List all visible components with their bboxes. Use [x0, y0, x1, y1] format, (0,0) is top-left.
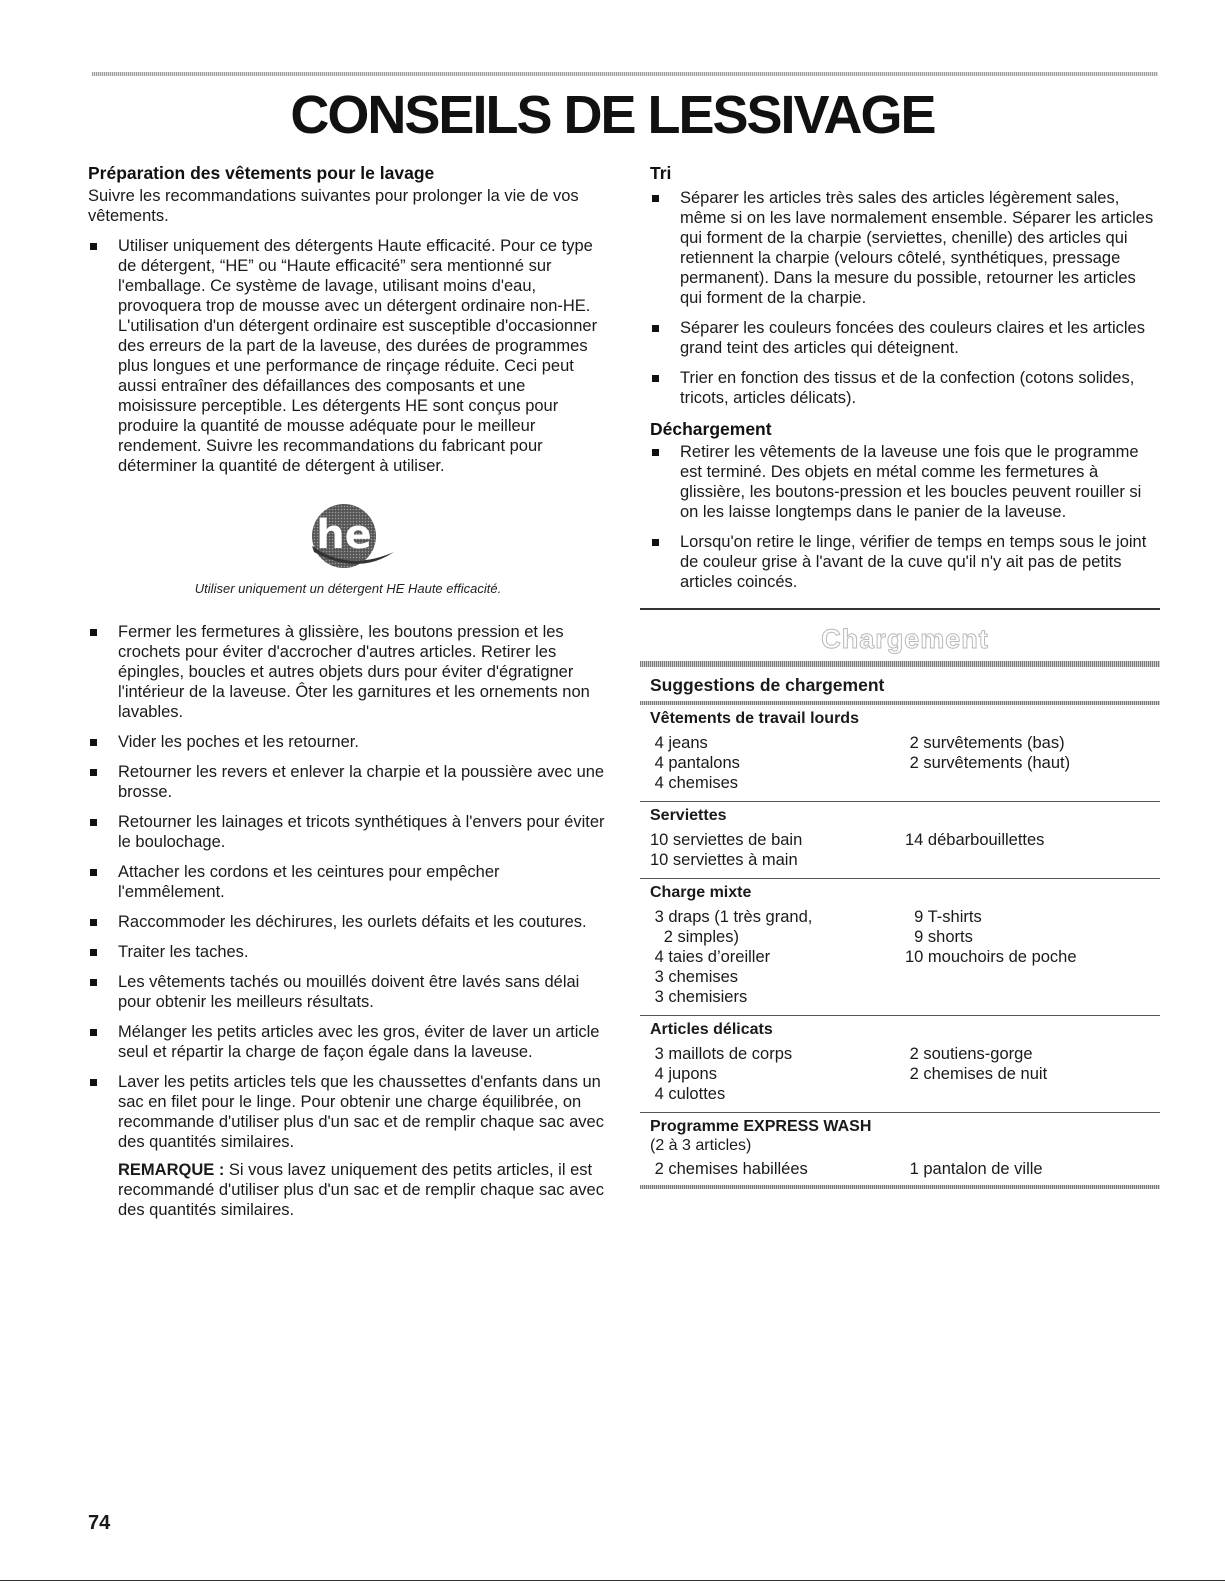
- load-item: 2 chemises de nuit: [905, 1065, 1048, 1083]
- load-group: [640, 1113, 1160, 1185]
- he-logo-text: he: [316, 512, 372, 558]
- load-group-title: Articles délicats: [650, 1021, 773, 1038]
- load-item: 4 taies d’oreiller: [650, 948, 771, 966]
- top-hatched-rule: [92, 72, 1158, 76]
- prep-bullet: Attacher les cordons et les ceintures pour empêcher l'emmêlement.: [88, 862, 608, 902]
- load-item: 3 chemisiers: [650, 988, 748, 1006]
- load-item: 3 chemises: [650, 968, 739, 986]
- load-group: [640, 802, 1160, 879]
- load-item: 14 débarbouillettes: [905, 831, 1045, 849]
- load-item: 2 chemises habillées: [650, 1160, 808, 1178]
- tri-bullet: Séparer les articles très sales des articles légèrement sales, même si on les lave normalement ensemble. Séparer les articles qui forment de la charpie (serviettes, chenille) des articles qui retiennent la charpie (velours côtelé, synthétiques, pressage permanent). Dans la mesure du possible, retourner les articles qui forment de la charpie.: [650, 188, 1160, 308]
- tri-bullet: Séparer les couleurs foncées des couleurs claires et les articles grand teint des articles qui déteignent.: [650, 318, 1160, 358]
- load-item: 4 jupons: [650, 1065, 717, 1083]
- dechargement-list: [650, 442, 1160, 592]
- dechargement-heading: Déchargement: [650, 419, 772, 439]
- load-group-left-column: [650, 907, 905, 1007]
- load-item: 3 draps (1 très grand,: [650, 908, 813, 926]
- he-caption: Utiliser uniquement un détergent HE Haute efficacité.: [194, 581, 502, 596]
- remark: [88, 1160, 608, 1220]
- tri-bullet: Trier en fonction des tissus et de la confection (cotons solides, tricots, articles délicats).: [650, 368, 1160, 408]
- load-item: 2 survêtements (bas): [905, 734, 1065, 752]
- load-group-title: Programme EXPRESS WASH: [650, 1118, 872, 1135]
- load-item: 10 serviettes de bain: [650, 831, 803, 849]
- prep-intro: Suivre les recommandations suivantes pour prolonger la vie de vos vêtements.: [88, 187, 579, 225]
- load-group-right-column: [905, 907, 1160, 1007]
- load-group-title: Serviettes: [650, 807, 727, 824]
- load-item: 2 survêtements (haut): [905, 754, 1071, 772]
- load-group-right-column: [905, 830, 1160, 870]
- remark-text: Si vous lavez uniquement des petits articles, il est recommandé d'utiliser plus d'un sac et de remplir chaque sac avec des quantités similaires.: [118, 1161, 604, 1219]
- prep-first-list: [88, 236, 608, 476]
- load-item: 9 shorts: [905, 928, 973, 946]
- tri-heading: Tri: [650, 163, 672, 183]
- load-group-title: Vêtements de travail lourds: [650, 710, 859, 727]
- right-column: [650, 162, 1160, 1189]
- load-item: 4 chemises: [650, 774, 739, 792]
- bottom-hatch-rule: [640, 1185, 1160, 1189]
- prep-bullet: Retourner les revers et enlever la charpie et la poussière avec une brosse.: [88, 762, 608, 802]
- load-group-left-column: [650, 733, 905, 793]
- he-logo-icon: [298, 502, 398, 572]
- prep-bullet: Laver les petits articles tels que les chaussettes d'enfants dans un sac en filet pour le linge. Pour obtenir une charge équilibrée, on recommande d'utiliser plus d'un sac et de remplir chaque sac avec des quantités similaires.: [88, 1072, 608, 1152]
- prep-bullet: Fermer les fermetures à glissière, les boutons pression et les crochets pour éviter d'accrocher d'autres articles. Retirer les épingles, boucles et autres objets durs pour éviter d'égratigner l'intérieur de la laveuse. Ôter les garnitures et les ornements non lavables.: [88, 622, 608, 722]
- load-group-title: Charge mixte: [650, 884, 752, 901]
- load-item: 10 serviettes à main: [650, 851, 798, 869]
- page-number: 74: [88, 1512, 111, 1534]
- load-group: [640, 1016, 1160, 1113]
- left-column: [88, 162, 608, 1220]
- load-group-left-column: [650, 1159, 905, 1179]
- load-group-left-column: [650, 830, 905, 870]
- prep-bullet: Raccommoder les déchirures, les ourlets défaits et les coutures.: [88, 912, 608, 932]
- prep-bullet: Vider les poches et les retourner.: [88, 732, 608, 752]
- load-item: 1 pantalon de ville: [905, 1160, 1043, 1178]
- prep-bullet: Mélanger les petits articles avec les gros, éviter de laver un article seul et répartir la charge de façon égale dans la laveuse.: [88, 1022, 608, 1062]
- load-item: 4 culottes: [650, 1085, 726, 1103]
- load-group: [640, 705, 1160, 802]
- load-group-left-column: [650, 1044, 905, 1104]
- load-item: 9 T-shirts: [905, 908, 982, 926]
- he-logo: [88, 502, 608, 577]
- load-item: 10 mouchoirs de poche: [905, 948, 1077, 966]
- load-item: 4 jeans: [650, 734, 708, 752]
- page-title: CONSEILS DE LESSIVAGE: [290, 85, 935, 145]
- prep-bullet-he: Utiliser uniquement des détergents Haute efficacité. Pour ce type de détergent, “HE” ou “Haute efficacité” sera mentionné sur l'emballage. Ce système de lavage, utilisant moins d'eau, provoquera trop de mousse avec un détergent ordinaire non-HE. L'utilisation d'un détergent ordinaire est susceptible d'occasionner des erreurs de la part de la laveuse, des durées de programmes plus longues et une performance de rinçage réduite. Ceci peut aussi entraîner des défaillances des composants et une moisissure perceptible. Les détergents HE sont conçus pour produire la quantité de mousse adéquate pour le meilleur rendement. Suivre les recommandations du fabricant pour déterminer la quantité de détergent à utiliser.: [88, 236, 608, 476]
- chargement-hatch-rule: [640, 661, 1160, 667]
- load-group-right-column: [905, 733, 1160, 793]
- load-groups: [650, 705, 1160, 1185]
- section-divider: [640, 608, 1160, 610]
- load-group-subtitle: (2 à 3 articles): [650, 1137, 752, 1154]
- chargement-heading: Chargement: [821, 624, 989, 654]
- dechargement-bullet: Retirer les vêtements de la laveuse une fois que le programme est terminé. Des objets en métal comme les fermetures à glissière, les boutons-pression et les boucles peuvent rouiller si on les laisse longtemps dans le panier de la laveuse.: [650, 442, 1160, 522]
- prep-bullet: Retourner les lainages et tricots synthétiques à l'envers pour éviter le boulochage.: [88, 812, 608, 852]
- load-item: 3 maillots de corps: [650, 1045, 793, 1063]
- load-group-right-column: [905, 1044, 1160, 1104]
- load-group-right-column: [905, 1159, 1160, 1179]
- load-item: 2 simples): [650, 928, 739, 946]
- load-item: 4 pantalons: [650, 754, 740, 772]
- tri-list: [650, 188, 1160, 408]
- prep-list: [88, 622, 608, 1152]
- suggestions-title: Suggestions de chargement: [650, 675, 885, 695]
- load-group: [640, 879, 1160, 1016]
- bottom-rule: [0, 1580, 1225, 1581]
- prep-bullet: Les vêtements tachés ou mouillés doivent être lavés sans délai pour obtenir les meilleurs résultats.: [88, 972, 608, 1012]
- prep-bullet: Traiter les taches.: [88, 942, 608, 962]
- remark-label: REMARQUE :: [118, 1161, 225, 1179]
- load-item: 2 soutiens-gorge: [905, 1045, 1033, 1063]
- dechargement-bullet: Lorsqu'on retire le linge, vérifier de temps en temps sous le joint de couleur grise à l'avant de la cuve qu'il n'y ait pas de petits articles coincés.: [650, 532, 1160, 592]
- prep-heading: Préparation des vêtements pour le lavage: [88, 163, 435, 183]
